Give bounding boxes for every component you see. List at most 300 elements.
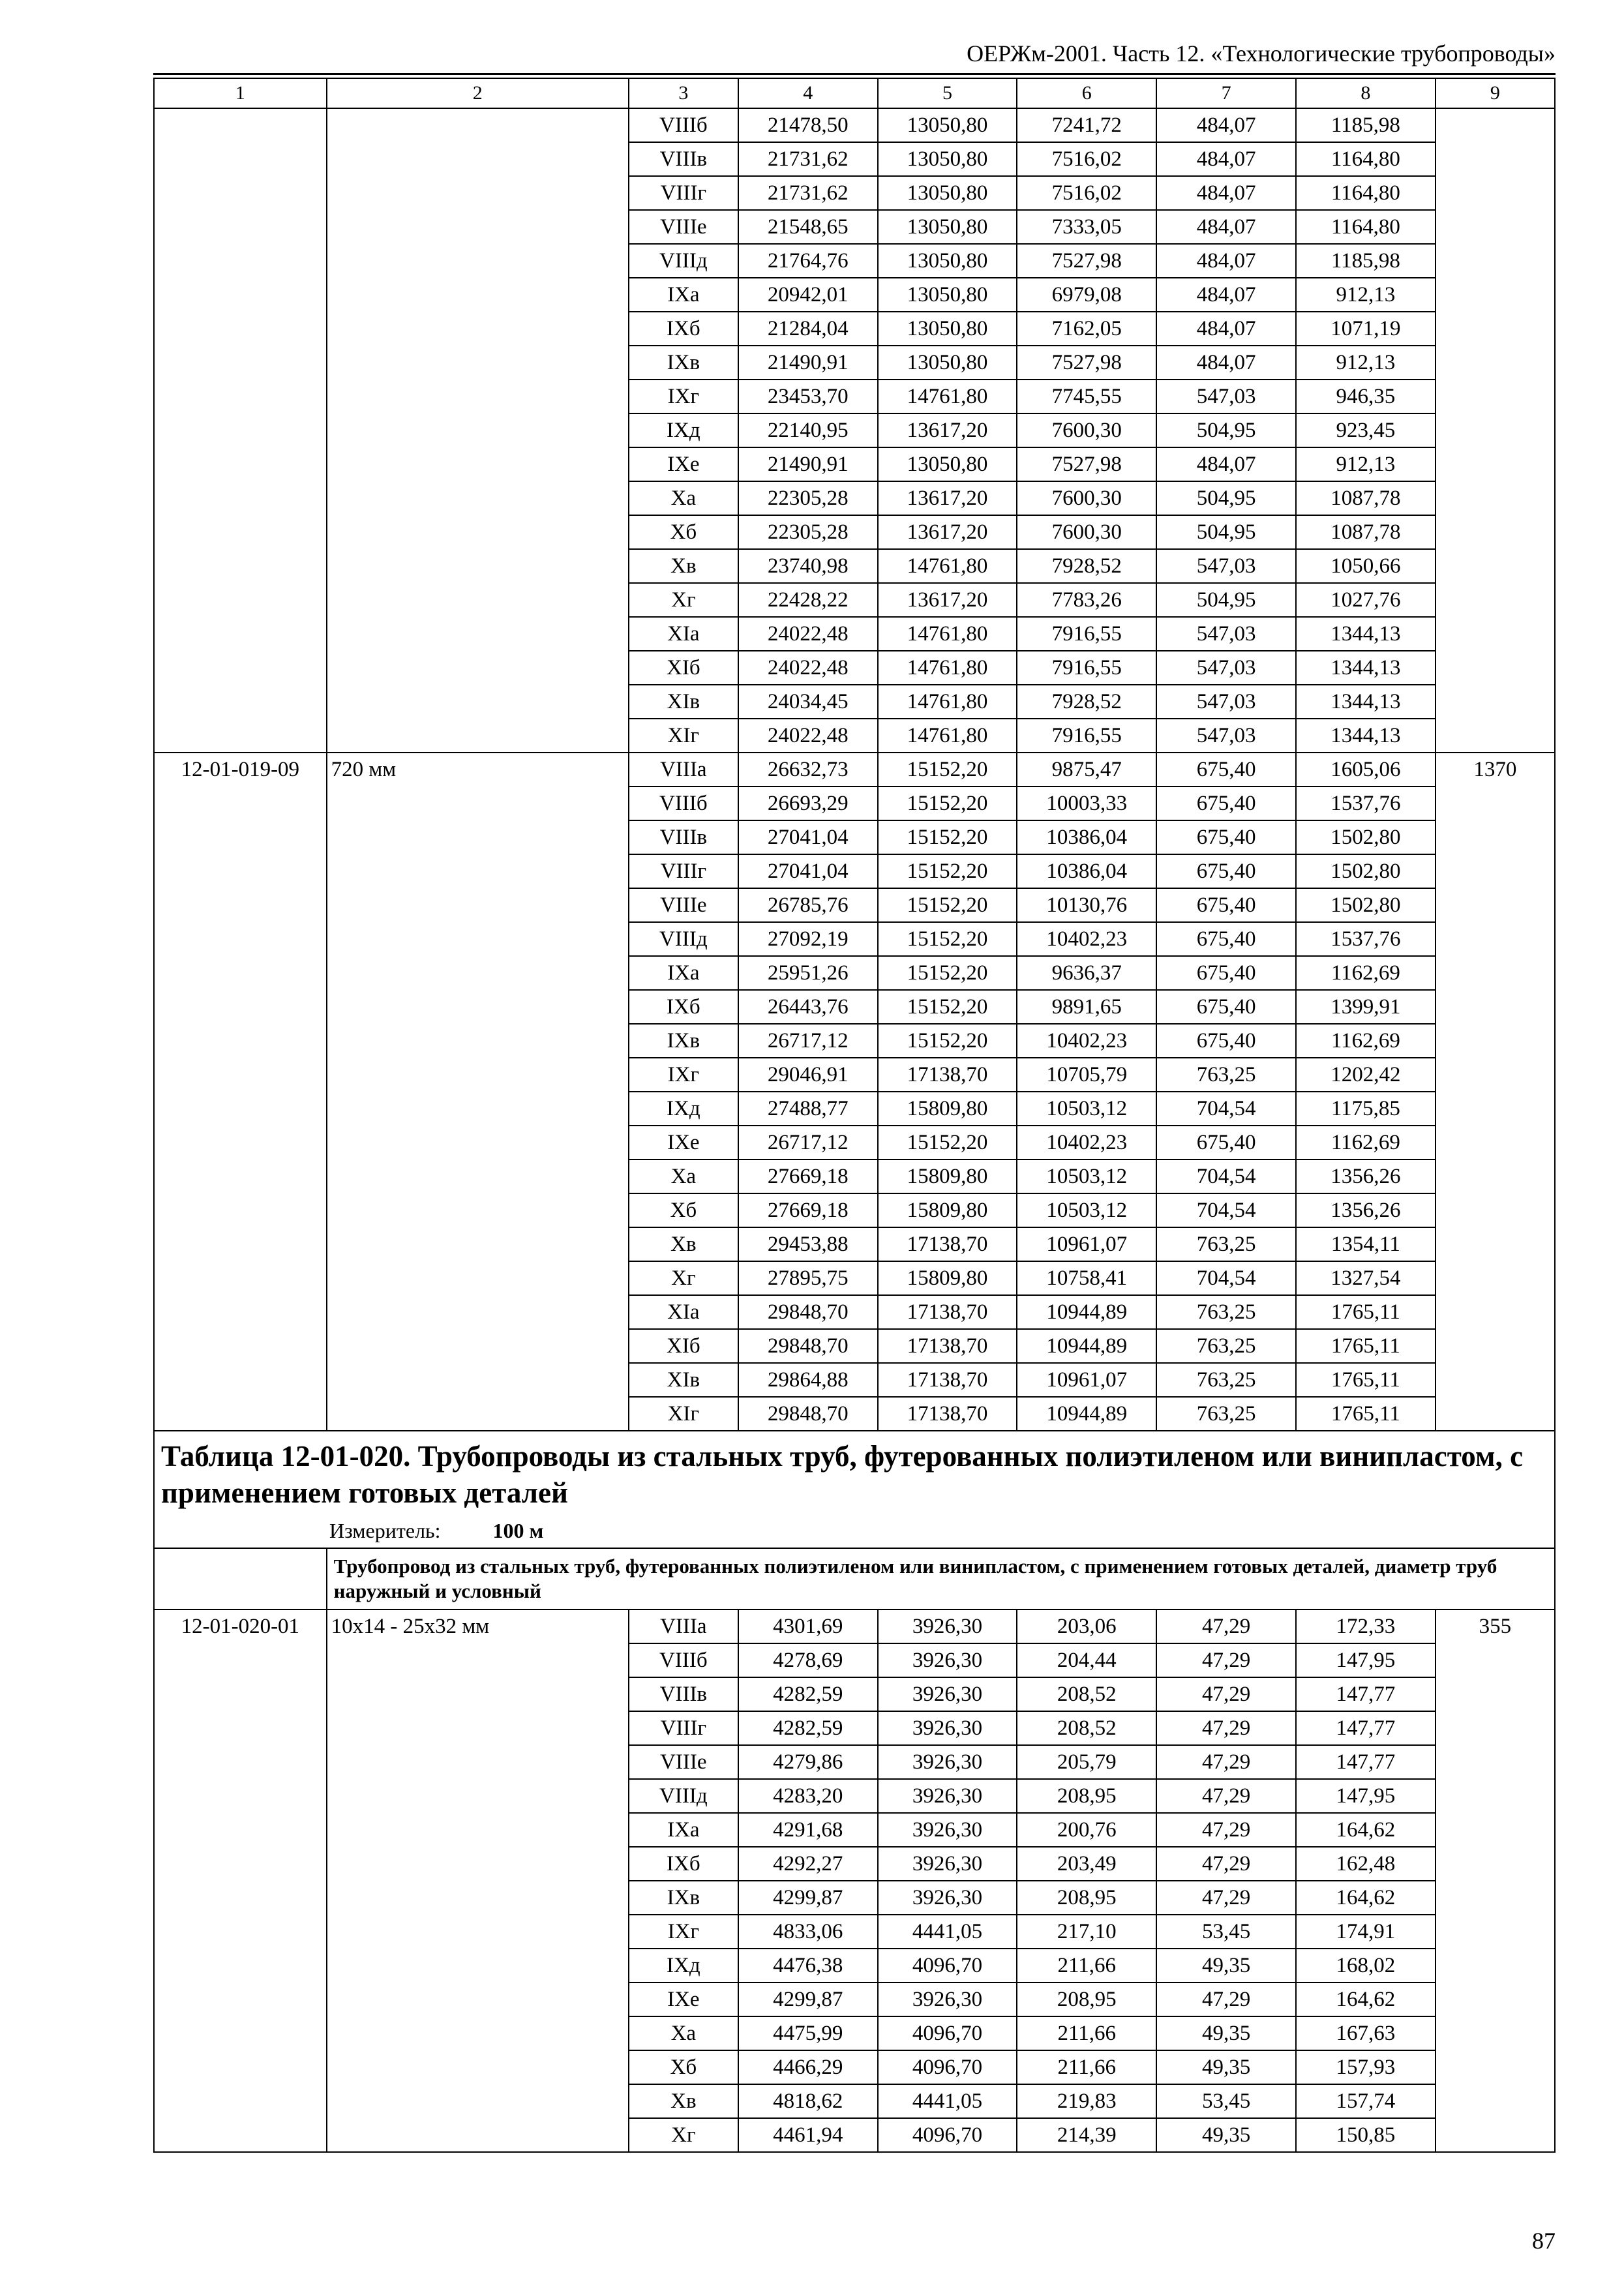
value-cell: 17138,70	[878, 1363, 1017, 1397]
value-cell: 1605,06	[1296, 753, 1436, 786]
value-cell: 1354,11	[1296, 1227, 1436, 1261]
value-cell: 1175,85	[1296, 1092, 1436, 1126]
price-zone-cell: IXб	[629, 1847, 738, 1881]
value-cell: 29864,88	[738, 1363, 878, 1397]
value-cell: 22305,28	[738, 515, 878, 549]
value-cell: 23453,70	[738, 380, 878, 413]
value-cell: 47,29	[1156, 1982, 1296, 2016]
value-cell: 53,45	[1156, 2084, 1296, 2118]
value-cell: 763,25	[1156, 1329, 1296, 1363]
price-zone-cell: IXг	[629, 1915, 738, 1949]
value-cell: 1162,69	[1296, 1024, 1436, 1058]
value-cell: 1050,66	[1296, 549, 1436, 583]
value-cell: 15152,20	[878, 820, 1017, 854]
value-cell: 27669,18	[738, 1159, 878, 1193]
value-cell: 4466,29	[738, 2050, 878, 2084]
value-cell: 7916,55	[1017, 617, 1156, 651]
value-cell: 24022,48	[738, 617, 878, 651]
value-cell: 17138,70	[878, 1227, 1017, 1261]
value-cell: 26717,12	[738, 1024, 878, 1058]
running-header: ОЕРЖм-2001. Часть 12. «Технологические трубопроводы»	[967, 40, 1556, 67]
price-zone-cell: XIв	[629, 1363, 738, 1397]
value-cell: 4096,70	[878, 2118, 1017, 2152]
value-cell: 675,40	[1156, 820, 1296, 854]
value-cell: 1164,80	[1296, 210, 1436, 244]
value-cell: 912,13	[1296, 346, 1436, 380]
value-cell: 4291,68	[738, 1813, 878, 1847]
value-cell: 1162,69	[1296, 1126, 1436, 1159]
price-zone-cell: Xг	[629, 1261, 738, 1295]
value-cell: 4299,87	[738, 1881, 878, 1915]
value-cell: 15809,80	[878, 1193, 1017, 1227]
price-zone-cell: Xб	[629, 2050, 738, 2084]
price-zone-cell: Xв	[629, 2084, 738, 2118]
value-cell: 200,76	[1017, 1813, 1156, 1847]
value-cell: 10003,33	[1017, 786, 1156, 820]
value-cell: 10386,04	[1017, 820, 1156, 854]
value-cell: 162,48	[1296, 1847, 1436, 1881]
description-row	[154, 1548, 1555, 1609]
value-cell: 10961,07	[1017, 1363, 1156, 1397]
value-cell: 14761,80	[878, 380, 1017, 413]
value-cell: 14761,80	[878, 685, 1017, 719]
value-cell: 211,66	[1017, 2050, 1156, 2084]
value-cell: 24034,45	[738, 685, 878, 719]
value-cell: 3926,30	[878, 1677, 1017, 1711]
value-cell: 17138,70	[878, 1397, 1017, 1431]
price-zone-cell: IXе	[629, 1126, 738, 1159]
value-cell: 10961,07	[1017, 1227, 1156, 1261]
value-cell: 13050,80	[878, 210, 1017, 244]
price-zone-cell: XIб	[629, 1329, 738, 1363]
code-cell	[154, 108, 327, 753]
price-zone-cell: Xв	[629, 1227, 738, 1261]
value-cell: 13050,80	[878, 142, 1017, 176]
value-cell: 7916,55	[1017, 719, 1156, 753]
name-cell: 720 мм	[327, 753, 629, 1431]
value-cell: 1356,26	[1296, 1193, 1436, 1227]
table-row	[154, 1609, 1555, 1643]
value-cell: 7600,30	[1017, 515, 1156, 549]
price-zone-cell: VIIIб	[629, 1643, 738, 1677]
price-zone-cell: XIа	[629, 617, 738, 651]
value-cell: 167,63	[1296, 2016, 1436, 2050]
value-cell: 4476,38	[738, 1949, 878, 1982]
value-cell: 21490,91	[738, 346, 878, 380]
value-cell: 217,10	[1017, 1915, 1156, 1949]
value-cell: 147,95	[1296, 1643, 1436, 1677]
value-cell: 1765,11	[1296, 1329, 1436, 1363]
value-cell: 763,25	[1156, 1397, 1296, 1431]
value-cell: 484,07	[1156, 346, 1296, 380]
price-zone-cell: VIIIб	[629, 786, 738, 820]
description-blank-cell	[154, 1548, 327, 1609]
value-cell: 504,95	[1156, 583, 1296, 617]
name-cell	[327, 108, 629, 753]
value-cell: 14761,80	[878, 549, 1017, 583]
norm-cell: 1370	[1436, 753, 1555, 1431]
value-cell: 25951,26	[738, 956, 878, 990]
price-zone-cell: IXд	[629, 1949, 738, 1982]
value-cell: 4475,99	[738, 2016, 878, 2050]
value-cell: 174,91	[1296, 1915, 1436, 1949]
value-cell: 4282,59	[738, 1711, 878, 1745]
value-cell: 4096,70	[878, 2050, 1017, 2084]
column-number: 9	[1436, 78, 1555, 108]
value-cell: 26632,73	[738, 753, 878, 786]
value-cell: 3926,30	[878, 1813, 1017, 1847]
value-cell: 29848,70	[738, 1295, 878, 1329]
value-cell: 157,74	[1296, 2084, 1436, 2118]
price-zone-cell: VIIIг	[629, 854, 738, 888]
value-cell: 10944,89	[1017, 1295, 1156, 1329]
price-zone-cell: Xв	[629, 549, 738, 583]
value-cell: 14761,80	[878, 719, 1017, 753]
value-cell: 10402,23	[1017, 1024, 1156, 1058]
value-cell: 704,54	[1156, 1193, 1296, 1227]
value-cell: 1327,54	[1296, 1261, 1436, 1295]
value-cell: 26443,76	[738, 990, 878, 1024]
value-cell: 26717,12	[738, 1126, 878, 1159]
value-cell: 1027,76	[1296, 583, 1436, 617]
value-cell: 3926,30	[878, 1847, 1017, 1881]
value-cell: 13050,80	[878, 108, 1017, 142]
value-cell: 10944,89	[1017, 1329, 1156, 1363]
value-cell: 1765,11	[1296, 1363, 1436, 1397]
price-zone-cell: XIв	[629, 685, 738, 719]
norm-cell	[1436, 108, 1555, 753]
column-number: 8	[1296, 78, 1436, 108]
name-cell: 10х14 - 25х32 мм	[327, 1609, 629, 2152]
value-cell: 203,06	[1017, 1609, 1156, 1643]
price-zone-cell: VIIIа	[629, 1609, 738, 1643]
price-zone-cell: IXв	[629, 1881, 738, 1915]
price-zone-cell: VIIIб	[629, 108, 738, 142]
value-cell: 47,29	[1156, 1609, 1296, 1643]
value-cell: 10758,41	[1017, 1261, 1156, 1295]
price-zone-cell: Xб	[629, 515, 738, 549]
value-cell: 3926,30	[878, 1711, 1017, 1745]
value-cell: 29848,70	[738, 1397, 878, 1431]
value-cell: 763,25	[1156, 1058, 1296, 1092]
value-cell: 1765,11	[1296, 1295, 1436, 1329]
value-cell: 17138,70	[878, 1058, 1017, 1092]
value-cell: 3926,30	[878, 1609, 1017, 1643]
value-cell: 504,95	[1156, 413, 1296, 447]
price-zone-cell: VIIIе	[629, 888, 738, 922]
value-cell: 15809,80	[878, 1261, 1017, 1295]
value-cell: 9875,47	[1017, 753, 1156, 786]
price-zone-cell: VIIIа	[629, 753, 738, 786]
value-cell: 47,29	[1156, 1643, 1296, 1677]
value-cell: 27092,19	[738, 922, 878, 956]
value-cell: 484,07	[1156, 210, 1296, 244]
value-cell: 150,85	[1296, 2118, 1436, 2152]
value-cell: 15152,20	[878, 1024, 1017, 1058]
value-cell: 147,77	[1296, 1745, 1436, 1779]
value-cell: 21731,62	[738, 176, 878, 210]
value-cell: 15809,80	[878, 1159, 1017, 1193]
value-cell: 7241,72	[1017, 108, 1156, 142]
value-cell: 1399,91	[1296, 990, 1436, 1024]
value-cell: 1164,80	[1296, 142, 1436, 176]
value-cell: 9636,37	[1017, 956, 1156, 990]
rates-table	[153, 78, 1556, 2153]
value-cell: 7928,52	[1017, 549, 1156, 583]
value-cell: 763,25	[1156, 1227, 1296, 1261]
value-cell: 13617,20	[878, 481, 1017, 515]
value-cell: 21764,76	[738, 244, 878, 278]
value-cell: 1502,80	[1296, 888, 1436, 922]
unit-line	[161, 1518, 1548, 1544]
value-cell: 1502,80	[1296, 820, 1436, 854]
value-cell: 22305,28	[738, 481, 878, 515]
value-cell: 7516,02	[1017, 176, 1156, 210]
value-cell: 211,66	[1017, 2016, 1156, 2050]
value-cell: 47,29	[1156, 1881, 1296, 1915]
value-cell: 6979,08	[1017, 278, 1156, 312]
value-cell: 208,52	[1017, 1677, 1156, 1711]
value-cell: 13050,80	[878, 176, 1017, 210]
value-cell: 484,07	[1156, 312, 1296, 346]
value-cell: 923,45	[1296, 413, 1436, 447]
value-cell: 24022,48	[738, 719, 878, 753]
value-cell: 164,62	[1296, 1982, 1436, 2016]
value-cell: 675,40	[1156, 753, 1296, 786]
value-cell: 547,03	[1156, 549, 1296, 583]
value-cell: 15152,20	[878, 990, 1017, 1024]
price-zone-cell: IXг	[629, 380, 738, 413]
value-cell: 203,49	[1017, 1847, 1156, 1881]
value-cell: 10402,23	[1017, 1126, 1156, 1159]
value-cell: 484,07	[1156, 108, 1296, 142]
price-zone-cell: IXд	[629, 413, 738, 447]
value-cell: 13050,80	[878, 244, 1017, 278]
value-cell: 4096,70	[878, 1949, 1017, 1982]
price-zone-cell: Xб	[629, 1193, 738, 1227]
value-cell: 3926,30	[878, 1745, 1017, 1779]
value-cell: 13050,80	[878, 278, 1017, 312]
value-cell: 26785,76	[738, 888, 878, 922]
value-cell: 675,40	[1156, 786, 1296, 820]
table-row	[154, 753, 1555, 786]
value-cell: 27669,18	[738, 1193, 878, 1227]
value-cell: 17138,70	[878, 1295, 1017, 1329]
unit-label: Измеритель:	[329, 1519, 441, 1542]
value-cell: 675,40	[1156, 990, 1296, 1024]
value-cell: 3926,30	[878, 1982, 1017, 2016]
column-number: 2	[327, 78, 629, 108]
value-cell: 484,07	[1156, 142, 1296, 176]
value-cell: 547,03	[1156, 719, 1296, 753]
value-cell: 211,66	[1017, 1949, 1156, 1982]
price-zone-cell: IXа	[629, 956, 738, 990]
value-cell: 1537,76	[1296, 922, 1436, 956]
price-zone-cell: IXе	[629, 447, 738, 481]
price-zone-cell: XIа	[629, 1295, 738, 1329]
value-cell: 9891,65	[1017, 990, 1156, 1024]
price-zone-cell: VIIIе	[629, 1745, 738, 1779]
column-number: 4	[738, 78, 878, 108]
value-cell: 4279,86	[738, 1745, 878, 1779]
value-cell: 7916,55	[1017, 651, 1156, 685]
unit-value: 100 м	[492, 1519, 544, 1542]
value-cell: 15152,20	[878, 786, 1017, 820]
column-number: 3	[629, 78, 738, 108]
value-cell: 21548,65	[738, 210, 878, 244]
column-number: 7	[1156, 78, 1296, 108]
value-cell: 1356,26	[1296, 1159, 1436, 1193]
value-cell: 4096,70	[878, 2016, 1017, 2050]
value-cell: 13617,20	[878, 515, 1017, 549]
value-cell: 10705,79	[1017, 1058, 1156, 1092]
value-cell: 27041,04	[738, 820, 878, 854]
value-cell: 147,77	[1296, 1677, 1436, 1711]
price-zone-cell: IXа	[629, 1813, 738, 1847]
price-zone-cell: VIIIд	[629, 922, 738, 956]
value-cell: 4441,05	[878, 2084, 1017, 2118]
price-zone-cell: Xа	[629, 481, 738, 515]
value-cell: 675,40	[1156, 922, 1296, 956]
value-cell: 157,93	[1296, 2050, 1436, 2084]
column-number-row	[154, 78, 1555, 108]
value-cell: 1344,13	[1296, 617, 1436, 651]
value-cell: 1164,80	[1296, 176, 1436, 210]
value-cell: 547,03	[1156, 617, 1296, 651]
value-cell: 1087,78	[1296, 515, 1436, 549]
value-cell: 164,62	[1296, 1813, 1436, 1847]
value-cell: 10503,12	[1017, 1193, 1156, 1227]
value-cell: 21478,50	[738, 108, 878, 142]
value-cell: 49,35	[1156, 1949, 1296, 1982]
value-cell: 1344,13	[1296, 685, 1436, 719]
price-zone-cell: XIб	[629, 651, 738, 685]
value-cell: 675,40	[1156, 1024, 1296, 1058]
table-title-row	[154, 1431, 1555, 1548]
value-cell: 47,29	[1156, 1745, 1296, 1779]
price-zone-cell: VIIIг	[629, 1711, 738, 1745]
column-number: 5	[878, 78, 1017, 108]
value-cell: 204,44	[1017, 1643, 1156, 1677]
value-cell: 47,29	[1156, 1847, 1296, 1881]
value-cell: 504,95	[1156, 481, 1296, 515]
value-cell: 10402,23	[1017, 922, 1156, 956]
value-cell: 147,95	[1296, 1779, 1436, 1813]
price-zone-cell: IXв	[629, 346, 738, 380]
value-cell: 208,95	[1017, 1779, 1156, 1813]
code-cell: 12-01-019-09	[154, 753, 327, 1431]
value-cell: 13617,20	[878, 413, 1017, 447]
value-cell: 208,95	[1017, 1881, 1156, 1915]
column-number: 1	[154, 78, 327, 108]
value-cell: 4282,59	[738, 1677, 878, 1711]
value-cell: 4292,27	[738, 1847, 878, 1881]
code-cell: 12-01-020-01	[154, 1609, 327, 2152]
price-zone-cell: Xг	[629, 2118, 738, 2152]
value-cell: 704,54	[1156, 1159, 1296, 1193]
value-cell: 7600,30	[1017, 413, 1156, 447]
value-cell: 15152,20	[878, 888, 1017, 922]
value-cell: 3926,30	[878, 1881, 1017, 1915]
price-zone-cell: VIIIг	[629, 176, 738, 210]
value-cell: 10503,12	[1017, 1159, 1156, 1193]
value-cell: 47,29	[1156, 1677, 1296, 1711]
value-cell: 675,40	[1156, 1126, 1296, 1159]
value-cell: 675,40	[1156, 854, 1296, 888]
value-cell: 15152,20	[878, 1126, 1017, 1159]
value-cell: 504,95	[1156, 515, 1296, 549]
value-cell: 7928,52	[1017, 685, 1156, 719]
value-cell: 13050,80	[878, 346, 1017, 380]
value-cell: 22140,95	[738, 413, 878, 447]
value-cell: 763,25	[1156, 1295, 1296, 1329]
price-zone-cell: IXв	[629, 1024, 738, 1058]
value-cell: 164,62	[1296, 1881, 1436, 1915]
value-cell: 10944,89	[1017, 1397, 1156, 1431]
value-cell: 4278,69	[738, 1643, 878, 1677]
value-cell: 484,07	[1156, 176, 1296, 210]
description-cell: Трубопровод из стальных труб, футерованных полиэтиленом или винипластом, с применением готовых деталей, диаметр труб наружный и условный	[327, 1548, 1555, 1609]
value-cell: 4299,87	[738, 1982, 878, 2016]
value-cell: 147,77	[1296, 1711, 1436, 1745]
value-cell: 484,07	[1156, 244, 1296, 278]
price-zone-cell: VIIIе	[629, 210, 738, 244]
value-cell: 7162,05	[1017, 312, 1156, 346]
value-cell: 10130,76	[1017, 888, 1156, 922]
value-cell: 1185,98	[1296, 244, 1436, 278]
value-cell: 4283,20	[738, 1779, 878, 1813]
value-cell: 24022,48	[738, 651, 878, 685]
value-cell: 4301,69	[738, 1609, 878, 1643]
price-zone-cell: IXб	[629, 990, 738, 1024]
value-cell: 13050,80	[878, 447, 1017, 481]
price-zone-cell: IXд	[629, 1092, 738, 1126]
value-cell: 4833,06	[738, 1915, 878, 1949]
value-cell: 7516,02	[1017, 142, 1156, 176]
price-zone-cell: Xа	[629, 1159, 738, 1193]
value-cell: 763,25	[1156, 1363, 1296, 1397]
value-cell: 29848,70	[738, 1329, 878, 1363]
value-cell: 1185,98	[1296, 108, 1436, 142]
value-cell: 49,35	[1156, 2050, 1296, 2084]
value-cell: 15152,20	[878, 753, 1017, 786]
value-cell: 675,40	[1156, 956, 1296, 990]
value-cell: 23740,98	[738, 549, 878, 583]
value-cell: 7527,98	[1017, 346, 1156, 380]
price-zone-cell: VIIIв	[629, 1677, 738, 1711]
value-cell: 484,07	[1156, 447, 1296, 481]
value-cell: 29046,91	[738, 1058, 878, 1092]
value-cell: 7333,05	[1017, 210, 1156, 244]
value-cell: 49,35	[1156, 2118, 1296, 2152]
norm-cell: 355	[1436, 1609, 1555, 2152]
value-cell: 1502,80	[1296, 854, 1436, 888]
value-cell: 26693,29	[738, 786, 878, 820]
value-cell: 208,95	[1017, 1982, 1156, 2016]
value-cell: 1202,42	[1296, 1058, 1436, 1092]
value-cell: 15152,20	[878, 956, 1017, 990]
value-cell: 1071,19	[1296, 312, 1436, 346]
value-cell: 14761,80	[878, 617, 1017, 651]
price-zone-cell: IXе	[629, 1982, 738, 2016]
value-cell: 53,45	[1156, 1915, 1296, 1949]
page-number: 87	[1532, 2228, 1556, 2254]
value-cell: 15809,80	[878, 1092, 1017, 1126]
value-cell: 27488,77	[738, 1092, 878, 1126]
value-cell: 1344,13	[1296, 651, 1436, 685]
price-zone-cell: VIIIд	[629, 1779, 738, 1813]
value-cell: 912,13	[1296, 447, 1436, 481]
